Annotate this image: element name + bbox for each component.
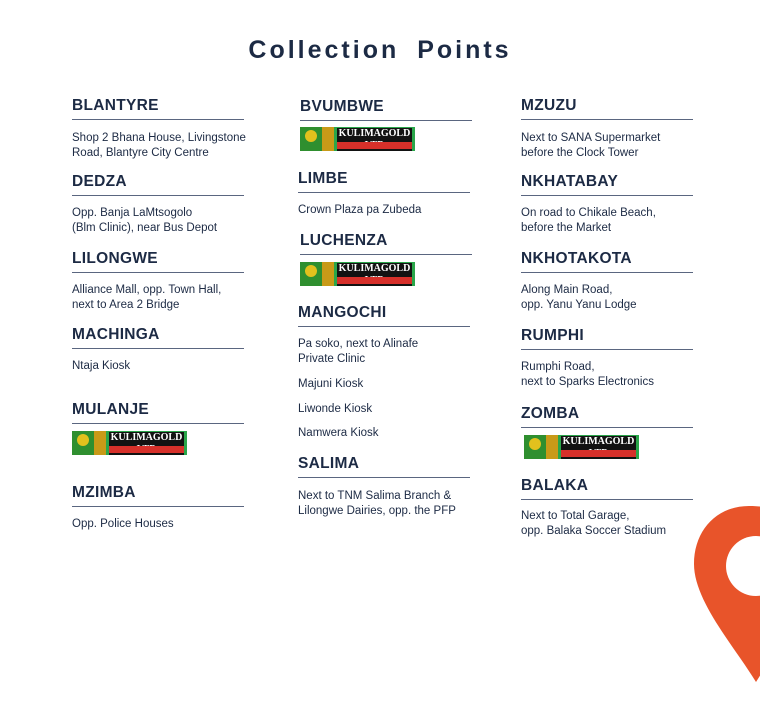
maize-icon [72, 431, 94, 455]
maize-icon [524, 435, 546, 459]
address-lilongwe: Alliance Mall, opp. Town Hall, next to Area 2 Bridge [72, 284, 222, 311]
city-mzimba: MZIMBA [72, 484, 244, 507]
city-rumphi: RUMPHI [521, 327, 693, 350]
city-mzuzu: MZUZU [521, 97, 693, 120]
kulimagold-logo [300, 262, 415, 286]
address-machinga: Ntaja Kiosk [72, 360, 131, 372]
city-luchenza: LUCHENZA [300, 232, 472, 255]
logo-text: KULIMAGOLD [337, 263, 412, 286]
city-balaka: BALAKA [521, 477, 693, 500]
city-nkhatabay: NKHATABAY [521, 173, 693, 196]
city-mulanje: MULANJE [72, 401, 244, 424]
address-mzuzu: Next to SANA Supermarket before the Clock Tower [521, 132, 661, 159]
location-pin-icon [694, 506, 760, 706]
city-mangochi: MANGOCHI [298, 304, 470, 327]
address-salima: Next to TNM Salima Branch & Lilongwe Dairies, opp. the PFP [298, 490, 456, 517]
address-dedza: Opp. Banja LaMtsogolo (Blm Clinic), near Bus Depot [72, 207, 218, 234]
logo-text: KULIMAGOLD [337, 128, 412, 151]
city-nkhotakota: NKHOTAKOTA [521, 250, 693, 273]
address-balaka: Next to Total Garage, opp. Balaka Soccer Stadium [521, 510, 667, 537]
address-rumphi: Rumphi Road, next to Sparks Electronics [521, 361, 654, 388]
address-mangochi-extra: Namwera Kiosk [298, 427, 379, 439]
address-mangochi-extra: Liwonde Kiosk [298, 403, 373, 415]
kulimagold-logo [524, 435, 639, 459]
address-mzimba: Opp. Police Houses [72, 518, 174, 530]
city-lilongwe: LILONGWE [72, 250, 244, 273]
maize-icon [300, 262, 322, 286]
address-nkhotakota: Along Main Road, opp. Yanu Yanu Lodge [521, 284, 637, 311]
kulimagold-logo [72, 431, 187, 455]
city-salima: SALIMA [298, 455, 470, 478]
address-mangochi-extra: Majuni Kiosk [298, 378, 364, 390]
city-machinga: MACHINGA [72, 326, 244, 349]
page-title: Collection Points [248, 36, 512, 64]
kulimagold-logo [300, 127, 415, 151]
city-limbe: LIMBE [298, 170, 470, 193]
city-blantyre: BLANTYRE [72, 97, 244, 120]
maize-icon [300, 127, 322, 151]
address-mangochi: Pa soko, next to Alinafe Private Clinic [298, 338, 419, 365]
address-nkhatabay: On road to Chikale Beach, before the Market [521, 207, 656, 234]
city-bvumbwe: BVUMBWE [300, 98, 472, 121]
address-blantyre: Shop 2 Bhana House, Livingstone Road, Blantyre City Centre [72, 132, 246, 159]
logo-text: KULIMAGOLD [109, 432, 184, 455]
city-dedza: DEDZA [72, 173, 244, 196]
address-limbe: Crown Plaza pa Zubeda [298, 204, 422, 216]
logo-text: KULIMAGOLD [561, 436, 636, 459]
city-zomba: ZOMBA [521, 405, 693, 428]
